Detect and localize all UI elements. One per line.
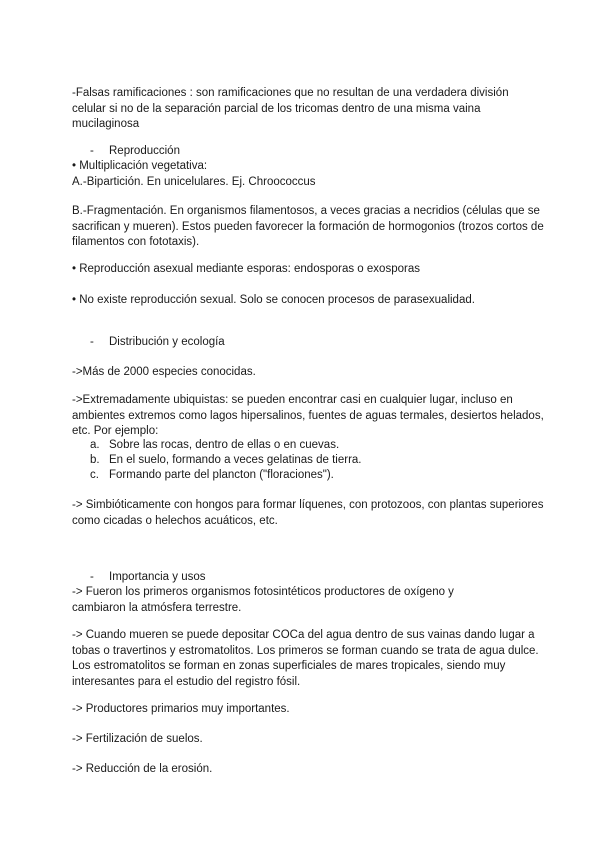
list-marker: c. (90, 469, 99, 481)
text-line: interesantes para el estudio del registro fósil. (72, 675, 301, 688)
erosion-line (72, 762, 532, 778)
bullet-multiplicacion: • Multiplicación vegetativa: (72, 160, 208, 172)
list-marker: b. (90, 454, 100, 466)
list-marker: a. (90, 439, 100, 451)
text-line: -> Reducción de la erosión. (72, 763, 213, 775)
heading-text: Reproducción (109, 145, 180, 157)
text-line: -> Fertilización de suelos. (72, 733, 203, 745)
fertilizacion-line (72, 732, 532, 748)
bullet-sexual (72, 293, 532, 309)
list-text: Sobre las rocas, dentro de ellas o en cuevas. (109, 439, 340, 451)
heading-dash: - (90, 336, 94, 348)
text-line: • No existe reproducción sexual. Solo se conocen procesos de parasexualidad. (72, 294, 475, 306)
heading-dash: - (90, 145, 94, 157)
text-biparticion: A.-Bipartición. En unicelulares. Ej. Chroococcus (72, 175, 316, 188)
text-line: como cicadas o helechos acuáticos, etc. (72, 514, 278, 527)
productores-line (72, 702, 532, 718)
falsas-ramificaciones-paragraph (72, 86, 532, 133)
text-line: sacrifican y mueren). Estos pueden favorecer la formación de hormogonios (trozos cortos de (72, 220, 544, 233)
heading-text: Importancia y usos (109, 571, 206, 583)
list-text: En el suelo, formando a veces gelatinas de tierra. (109, 454, 362, 466)
text-line: -Falsas ramificaciones : son ramificaciones que no resultan de una verdadera división (72, 87, 509, 99)
primeros-organismos-paragraph (72, 585, 532, 616)
bullet-asexual (72, 262, 532, 278)
text-line: -> Productores primarios muy importantes. (72, 703, 290, 715)
heading-dash: - (90, 571, 94, 583)
simbioticamente-paragraph (72, 498, 544, 529)
text-line: cambiaron la atmósfera terrestre. (72, 601, 242, 614)
text-line: mucilaginosa (72, 118, 140, 131)
text-line: celular si no de la separación parcial de los tricomas dentro de una misma vaina (72, 102, 481, 115)
list-text: Formando parte del plancton ("floraciones"). (109, 469, 334, 481)
text-line: ambientes extremos como lagos hipersalinos, fuentes de aguas termales, desiertos helados, (72, 409, 544, 422)
text-line: B.-Fragmentación. En organismos filamentosos, a veces gracias a necridios (células que se (72, 205, 540, 217)
text-line: -> Cuando mueren se puede depositar COCa del agua dentro de sus vainas dando lugar a (72, 629, 535, 641)
text-line: filamentos con fototaxis). (72, 236, 200, 249)
ubiquistas-paragraph (72, 393, 544, 440)
text-line: ->Extremadamente ubiquistas: se pueden encontrar casi en cualquier lugar, incluso en (72, 394, 513, 406)
text-line: -> Simbióticamente con hongos para formar líquenes, con protozoos, con plantas superiores (72, 499, 544, 511)
especies-line (72, 365, 532, 381)
fragmentacion-paragraph (72, 204, 544, 251)
estromatolitos-paragraph (72, 628, 539, 690)
heading-text: Distribución y ecología (109, 336, 225, 348)
text-line: Los estromatolitos se forman en zonas superficiales de mares tropicales, siendo muy (72, 660, 506, 673)
text-line: etc. Por ejemplo: (72, 425, 159, 438)
text-line: • Reproducción asexual mediante esporas: endosporas o exosporas (72, 263, 420, 275)
text-line: tobas o travertinos y estromatolitos. Los primeros se forman cuando se trata de agua dulce. (72, 644, 539, 657)
text-line: -> Fueron los primeros organismos fotosintéticos productores de oxígeno y (72, 586, 454, 598)
multiplicacion-block (72, 159, 532, 190)
text-line: ->Más de 2000 especies conocidas. (72, 366, 256, 378)
